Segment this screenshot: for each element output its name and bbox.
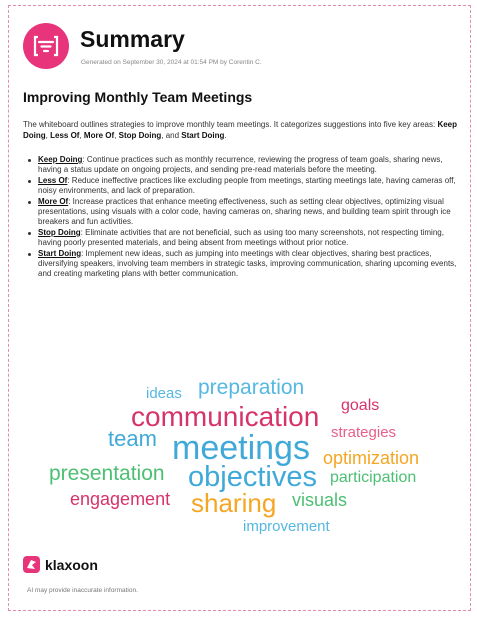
point-keyword: Start Doing [38, 248, 82, 258]
cloud-word-engagement: engagement [70, 489, 171, 509]
intro-text: The whiteboard outlines strategies to improve monthly team meetings. It categorizes suggestions into five key areas: [23, 120, 438, 129]
cloud-word-improvement: improvement [243, 518, 330, 535]
point-keyword: Keep Doing [38, 155, 83, 164]
cloud-word-communication: communication [131, 401, 320, 432]
cloud-word-meetings: meetings [172, 429, 310, 467]
area-start-doing: Start Doing [181, 131, 225, 140]
cloud-word-optimization: optimization [323, 448, 420, 468]
point-keyword: Stop Doing [38, 227, 81, 237]
point-text: : Continue practices such as monthly recurrence, reviewing the progress of team goals, sharing news, having a status update on ongoing projects, and sending pre-read materials before the meeting. [38, 155, 443, 175]
intro-paragraph: The whiteboard outlines strategies to improve monthly team meetings. It categorizes suggestions into five key areas: Keep Doing, Less Of, More Of, Stop Doing, and Start Doing. [23, 120, 457, 140]
cloud-word-participation: participation [330, 469, 417, 486]
cloud-word-team: team [108, 426, 157, 451]
cloud-word-strategies: strategies [331, 424, 397, 441]
point-text: : Eliminate activities that are not beneficial, such as using too many screenshots, not respecting timing, having poorly presented materials, and being absent from meetings without prior notice. [38, 227, 444, 248]
area-keep-doing: Keep Doing [23, 120, 457, 140]
cloud-word-ideas: ideas [146, 385, 182, 402]
cloud-word-preparation: preparation [198, 376, 305, 399]
cloud-word-visuals: visuals [292, 490, 348, 510]
cloud-word-presentation: presentation [49, 462, 165, 485]
klaxoon-logo-icon [23, 556, 40, 573]
generated-timestamp: Generated on September 30, 2024 at 01:54 PM by Corentin C. [81, 59, 262, 66]
area-stop-doing: Stop Doing [118, 131, 162, 140]
point-text: : Increase practices that enhance meeting effectiveness, such as setting clear objectives, optimizing visual presentations, using visuals with a color code, having cameras on, sharing news, and building team spirit through ice breakers and fun activities. [38, 196, 451, 227]
point-keyword: Less Of [38, 175, 68, 185]
point-keyword: More Of [38, 196, 69, 206]
cloud-word-objectives: objectives [188, 461, 317, 493]
summary-subtitle: Improving Monthly Team Meetings [23, 89, 253, 105]
brand-name: klaxoon [45, 557, 98, 573]
area-less-of: Less Of [50, 131, 80, 140]
ai-disclaimer: AI may provide inaccurate information. [27, 587, 138, 594]
page-title: Summary [80, 26, 185, 52]
cloud-word-sharing: sharing [191, 488, 277, 518]
cloud-word-goals: goals [341, 397, 380, 414]
area-more-of: More Of [83, 131, 115, 140]
point-text: : Reduce ineffective practices like excluding people from meetings, starting meetings late, having cameras off, noisy environments, and lack of preparation. [38, 175, 456, 196]
point-text: : Implement new ideas, such as jumping into meetings with clear objectives, sharing best practices, diversifying speakers, involving team members in strategic tasks, improving communication, sharing upcoming events, and creating marketing plans with better communication. [38, 248, 457, 279]
